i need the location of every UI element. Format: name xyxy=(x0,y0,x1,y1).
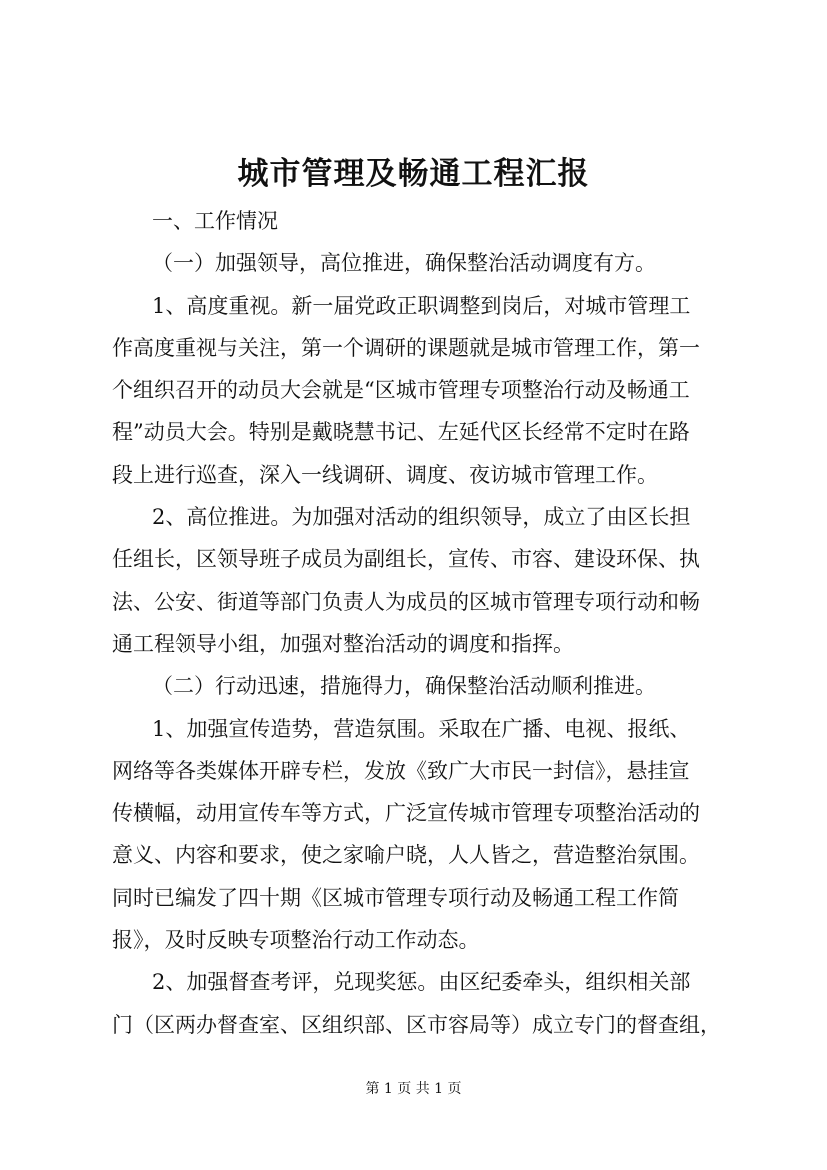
text-line: 段上进行巡查，深入一线调研、调度、夜访城市管理工作。 xyxy=(112,462,658,487)
text-line: 1、高度重视。新一届党政正职调整到岗后，对城市管理工 xyxy=(152,293,691,318)
text-line: 门（区两办督查室、区组织部、区市容局等）成立专门的督查组， xyxy=(112,1012,721,1037)
text-line: 程”动员大会。特别是戴晓慧书记、左延代区长经常不定时在路 xyxy=(112,420,690,445)
text-line: 传横幅，动用宣传车等方式，广泛宣传城市管理专项整治活动的 xyxy=(112,801,700,826)
text-line: 个组织召开的动员大会就是“区城市管理专项整治行动及畅通工 xyxy=(112,378,690,403)
text-line: 意义、内容和要求，使之家喻户晓，人人皆之，营造整治氛围。 xyxy=(112,843,700,868)
text-line: 1、加强宣传造势，营造氛围。采取在广播、电视、报纸、 xyxy=(152,716,691,741)
text-line: 作高度重视与关注，第一个调研的课题就是城市管理工作，第一 xyxy=(112,335,700,360)
page-footer: 第 1 页 共 1 页 xyxy=(365,1081,462,1097)
text-line: 一、工作情况 xyxy=(152,209,278,233)
document-body xyxy=(112,200,742,1046)
text-line: 2、加强督查考评，兑现奖惩。由区纪委牵头，组织相关部 xyxy=(152,970,691,995)
text-line: 2、高位推进。为加强对活动的组织领导，成立了由区长担 xyxy=(152,505,691,530)
document-title: 城市管理及畅通工程汇报 xyxy=(237,156,590,192)
text-line: 法、公安、街道等部门负责人为成员的区城市管理专项行动和畅 xyxy=(112,589,700,614)
text-line: 网络等各类媒体开辟专栏，发放《致广大市民一封信》，悬挂宣 xyxy=(112,758,690,783)
text-line: （二）行动迅速，措施得力，确保整治活动顺利推进。 xyxy=(152,674,656,699)
text-line: 任组长，区领导班子成员为副组长，宣传、市容、建设环保、执 xyxy=(112,547,700,572)
text-line: 报》，及时反映专项整治行动工作动态。 xyxy=(112,928,480,953)
text-line: 同时已编发了四十期《区城市管理专项行动及畅通工程工作简 xyxy=(112,885,679,910)
text-line: （一）加强领导，高位推进，确保整治活动调度有方。 xyxy=(152,251,656,276)
text-line: 通工程领导小组，加强对整治活动的调度和指挥。 xyxy=(112,631,574,656)
